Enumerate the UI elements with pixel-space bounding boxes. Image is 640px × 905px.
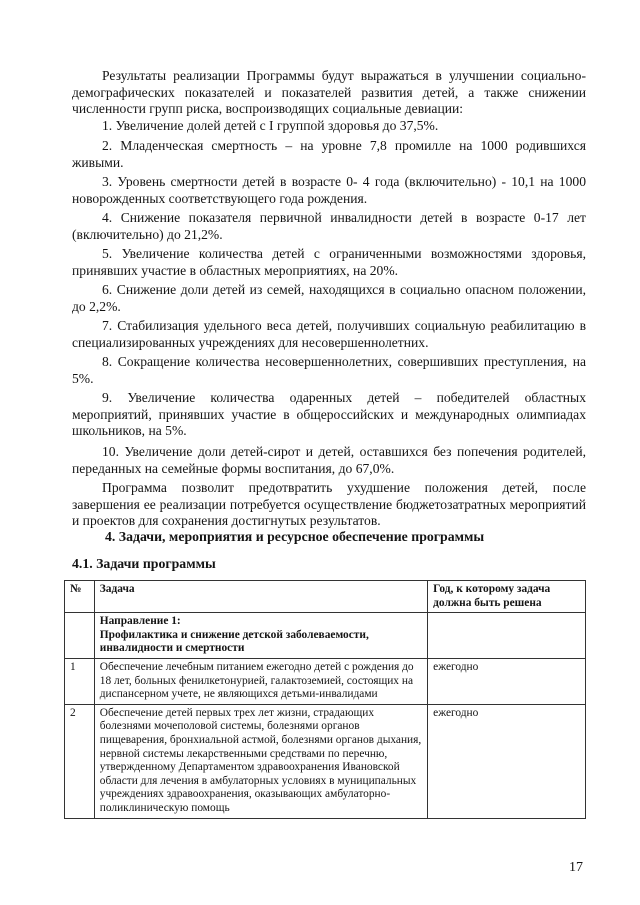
table-header-row bbox=[65, 581, 586, 613]
row-num: 1 bbox=[65, 658, 95, 704]
result-item-4: 4. Снижение показателя первичной инвалидности детей в возрасте 0-17 лет (включительно) до 21,2%. bbox=[72, 210, 586, 242]
section-heading: 4. Задачи, мероприятия и ресурсное обеспечение программы bbox=[105, 529, 485, 544]
tasks-table bbox=[64, 580, 586, 819]
header-task: Задача bbox=[94, 581, 427, 613]
result-item-6: 6. Снижение доли детей из семей, находящихся в социально опасном положении, до 2,2%. bbox=[72, 282, 586, 314]
page-number: 17 bbox=[569, 860, 583, 875]
row-task: Обеспечение лечебным питанием ежегодно детей с рождения до 18 лет, больных фенилкетонурией, галактоземией, состоящих на диспансерном учете, не являющихся детьми-инвалидами bbox=[94, 658, 427, 704]
result-item-3: 3. Уровень смертности детей в возрасте 0- 4 года (включительно) - 10,1 на 1000 новорожденных соответствующего года рождения. bbox=[72, 174, 586, 206]
row-task: Обеспечение детей первых трех лет жизни, страдающих болезнями мочеполовой системы, болезнями органов пищеварения, бронхиальной астмой, болезнями органов дыхания, нервной системы лекарственными средствами по перечню, утвержденному Департаментом здравоохранения Ивановской области для лечения в амбулаторных условиях в муниципальных учреждениях здравоохранения, оказывающих амбулаторно-поликлиническую помощь bbox=[94, 704, 427, 818]
table-row bbox=[65, 658, 586, 704]
subsection-heading: 4.1. Задачи программы bbox=[72, 556, 216, 571]
result-item-9: 9. Увеличение количества одаренных детей – победителей областных мероприятий, принявших участие в общероссийских и международных олимпиадах школьников, на 5%. bbox=[72, 390, 586, 439]
header-num: № bbox=[65, 581, 95, 613]
row-year: ежегодно bbox=[428, 704, 586, 818]
result-item-8: 8. Сокращение количества несовершеннолетних, совершивших преступления, на 5%. bbox=[72, 354, 586, 386]
table-row bbox=[65, 704, 586, 818]
direction-title: Профилактика и снижение детской заболеваемости, инвалидности и смертности bbox=[99, 628, 369, 655]
row-num: 2 bbox=[65, 704, 95, 818]
result-item-10: 10. Увеличение доли детей-сирот и детей, оставшихся без попечения родителей, переданных на семейные формы воспитания, до 67,0%. bbox=[72, 444, 586, 476]
direction-label: Направление 1: bbox=[99, 615, 181, 628]
row-year: ежегодно bbox=[428, 658, 586, 704]
direction-year-cell bbox=[428, 613, 586, 659]
intro-paragraph: Результаты реализации Программы будут выражаться в улучшении социально-демографических показателей и показателей развития детей, а также снижении численности групп риска, воспроизводящих социальные девиации: bbox=[72, 68, 586, 117]
header-year: Год, к которому задача должна быть решена bbox=[428, 581, 586, 613]
direction-cell bbox=[94, 613, 427, 659]
conclusion-paragraph: Программа позволит предотвратить ухудшение положения детей, после завершения ее реализации потребуется осуществление бюджетозатратных мероприятий и проектов для сохранения достигнутых результатов. bbox=[72, 480, 586, 529]
direction-num-cell bbox=[65, 613, 95, 659]
result-item-5: 5. Увеличение количества детей с ограниченными возможностями здоровья, принявших участие в областных мероприятиях, на 20%. bbox=[72, 246, 586, 278]
result-item-1: 1. Увеличение долей детей с I группой здоровья до 37,5%. bbox=[102, 118, 439, 133]
direction-row bbox=[65, 613, 586, 659]
result-item-7: 7. Стабилизация удельного веса детей, получивших социальную реабилитацию в специализированных учреждениях для несовершеннолетних. bbox=[72, 318, 586, 350]
result-item-2: 2. Младенческая смертность – на уровне 7,8 промилле на 1000 родившихся живыми. bbox=[72, 138, 586, 170]
